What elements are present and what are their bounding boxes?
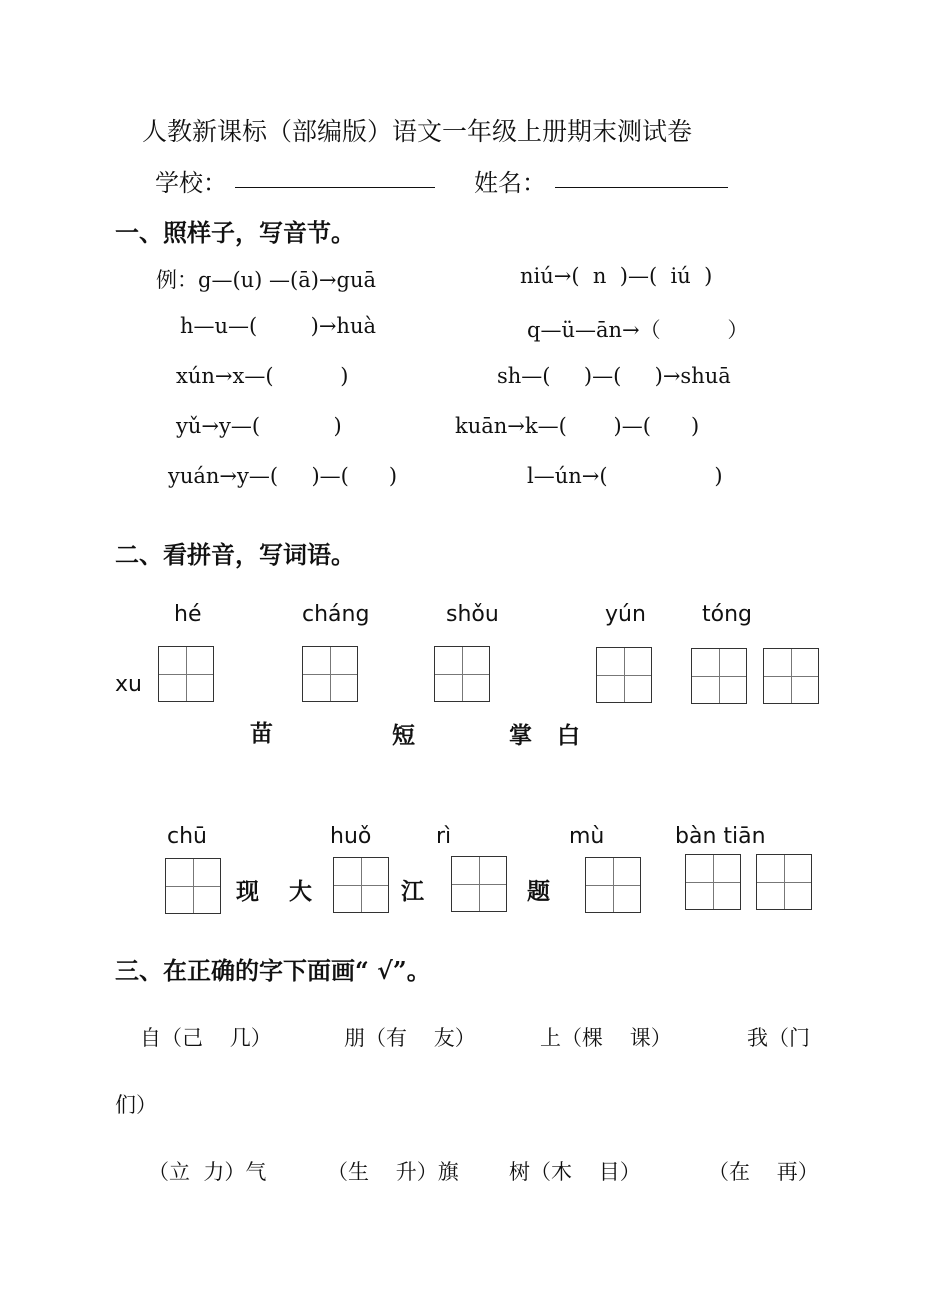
pinyin-huo: huǒ [330, 824, 372, 849]
choice-wo[interactable]: 我（门 [747, 1026, 810, 1050]
writing-box[interactable] [691, 648, 747, 704]
char-bai: 白 [557, 722, 580, 749]
pinyin-ri: rì [436, 824, 452, 849]
pinyin-chang: cháng [302, 602, 370, 627]
choice-peng[interactable]: 朋（有 友） [344, 1026, 476, 1050]
writing-box[interactable] [302, 646, 358, 702]
section3-heading: 三、在正确的字下面画“ √”。 [115, 956, 431, 985]
school-label: 学校： [155, 169, 227, 197]
choice-zai[interactable]: （在 再） [708, 1160, 819, 1184]
pinyin-chu: chū [167, 824, 207, 849]
school-blank[interactable] [235, 187, 435, 188]
section1-heading: 一、照样子，写音节。 [115, 218, 355, 247]
s1-row2-right: q—ü—ān→（ ） [527, 318, 749, 342]
pinyin-tong: tóng [702, 602, 752, 627]
pinyin-yun: yún [605, 602, 646, 627]
writing-box[interactable] [585, 857, 641, 913]
writing-box[interactable] [596, 647, 652, 703]
name-label: 姓名： [474, 169, 546, 197]
char-miao: 苗 [250, 720, 273, 747]
char-xian: 现 [236, 878, 259, 905]
section2-heading: 二、看拼音，写词语。 [115, 540, 355, 569]
choice-wo-cont: 们） [115, 1093, 157, 1117]
s1-row4-right: kuān→k—( )—( ) [455, 414, 700, 438]
char-jiang: 江 [401, 878, 424, 905]
s1-row1-left: 例：g—(u) —(ā)→guā [156, 268, 377, 292]
choice-shu[interactable]: 树（木 目） [509, 1160, 641, 1184]
s1-row5-right: l—ún→( ) [527, 464, 723, 488]
writing-box[interactable] [756, 854, 812, 910]
pinyin-mu: mù [569, 824, 605, 849]
choice-qi[interactable]: （立 力）气 [148, 1160, 267, 1184]
writing-box[interactable] [158, 646, 214, 702]
pinyin-bantian: bàn tiān [675, 824, 766, 849]
char-zhang: 掌 [509, 722, 532, 749]
s1-row5-left: yuán→y—( )—( ) [168, 464, 398, 488]
name-blank[interactable] [555, 187, 728, 188]
s1-row4-left: yǔ→y—( ) [176, 414, 342, 438]
s1-row3-right: sh—( )—( )→shuā [497, 364, 731, 388]
s1-row2-left: h—u—( )→huà [180, 314, 377, 338]
pinyin-shou: shǒu [446, 602, 499, 627]
writing-box[interactable] [763, 648, 819, 704]
char-ti: 题 [527, 878, 550, 905]
choice-shang[interactable]: 上（棵 课） [540, 1026, 672, 1050]
char-da: 大 [289, 878, 312, 905]
writing-box[interactable] [685, 854, 741, 910]
choice-zi[interactable]: 自（己 几） [140, 1026, 272, 1050]
s1-row3-left: xún→x—( ) [176, 364, 349, 388]
s1-row1-right: niú→( n )—( iú ) [520, 264, 713, 288]
page-title: 人教新课标（部编版）语文一年级上册期末测试卷 [142, 117, 693, 146]
writing-box[interactable] [451, 856, 507, 912]
choice-qi2[interactable]: （生 升）旗 [327, 1160, 459, 1184]
prefix-xu: xu [115, 672, 142, 697]
writing-box[interactable] [333, 857, 389, 913]
writing-box[interactable] [434, 646, 490, 702]
pinyin-he: hé [174, 602, 202, 627]
writing-box[interactable] [165, 858, 221, 914]
char-duan: 短 [392, 722, 415, 749]
